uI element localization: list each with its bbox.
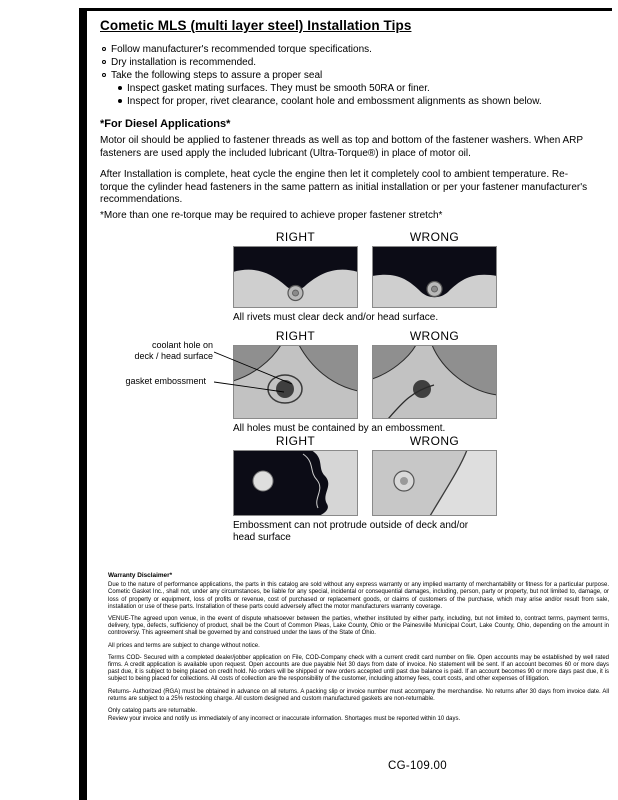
fig2-wrong-diagram: [372, 345, 497, 419]
fig1-right-diagram: [233, 246, 358, 308]
tip-text: Inspect gasket mating surfaces. They must be smooth 50RA or finer.: [127, 83, 430, 94]
gasket-embossment-callout: gasket embossment: [125, 376, 206, 386]
warranty-paragraph: VENUE-The agreed upon venue, in the event of dispute whatsoever between the parties, whether instituted by either party, including, but not limited to, contract terms, payment terms, delivery, type, defects, sufficiency of product, shall be the Court of Common Pleas, Lake County, Ohio or the Painesville Municipal Court, Lake County, Ohio, depending on the amount in controversy. This agreement shall be governed by and construed under the laws of the State of Ohio.: [108, 616, 609, 637]
tip-text: Follow manufacturer's recommended torque specifications.: [111, 44, 372, 55]
tip-text: Dry installation is recommended.: [111, 57, 257, 68]
figure-labels: [233, 434, 497, 448]
right-label: RIGHT: [275, 230, 316, 244]
right-label: RIGHT: [275, 434, 316, 448]
coolant-hole-callout: [118, 340, 213, 361]
warranty-paragraph: Returns- Authorized (RGA) must be obtained in advance on all returns. A packing slip or invoice number must accompany the merchandise. No returns after 30 days from invoice date. All returns are subject to a 25% restocking charge. All custom designed and custom manufactured gaskets are non-returnable.: [108, 688, 609, 702]
figure-embossment-protrusion: [233, 434, 497, 544]
figure-embossment-containment: [233, 329, 497, 434]
callout-text: coolant hole on: [151, 340, 213, 350]
warranty-paragraph: Review your invoice and notify us immediately of any incorrect or inaccurate information. Shortages must be reported within 10 days.: [108, 716, 461, 723]
list-item: [118, 82, 602, 95]
filled-bullet-icon: [118, 86, 122, 90]
installation-tips-list: [102, 43, 602, 108]
wrong-label: WRONG: [409, 230, 460, 244]
open-bullet-icon: [102, 47, 106, 51]
figure-labels: [233, 230, 497, 244]
retorque-note: *More than one re-torque may be required to achieve proper fastener stretch*: [100, 210, 443, 221]
list-item: [102, 56, 602, 69]
list-item: [118, 95, 602, 108]
page-border-left: [79, 8, 87, 800]
warranty-paragraph: Terms COD- Secured with a completed dealer/jobber application on File, COD-Company check with a current credit card number on file. Open accounts may be established by well rated firms. A credit application is available upon request. Open accounts are due payable Net 30 days from date of invoice. No statement will be sent. If an account becomes 60 or more days past due, it is subject to being placed on credit hold. No orders will be shipped or new orders accepted until past due balance is paid. If an account becomes 90 or more days past due, it is subject to being placed for collections. All costs of collection are the responsibility of the customer, including attorney fees, court costs, and other expenses of litigation.: [108, 654, 609, 683]
warranty-paragraph: Due to the nature of performance applications, the parts in this catalog are sold without any express warranty or any implied warranty of merchantability or fitness for a particular purpose. Cometic Gasket Inc., shall not, under any circumstances, be liable for any special, incidental or consequential damages, including, person, party or property, but not limited to, damage, or loss of property or equipment, loss of profits or revenue, cost of purchased or replacement goods, or claims of customers of the purchase, which may arise and/or result from sale, installation or use of these parts. Installation of these parts could adversely affect the motor manufacturers warranty coverage.: [108, 582, 609, 610]
wrong-label: WRONG: [409, 329, 460, 343]
fig3-right-diagram: [233, 450, 358, 516]
figure-caption: Embossment can not protrude outside of deck and/or head surface: [233, 520, 469, 543]
page-border-top: [79, 8, 612, 11]
filled-bullet-icon: [118, 99, 122, 103]
diesel-paragraph-2: After Installation is complete, heat cycle the engine then let it completely cool to ambient temperature. Re-torque the cylinder head fasteners in the same pattern as initial installation or per your fastener manufacturer's recommendations.: [100, 169, 588, 205]
right-label: RIGHT: [275, 329, 316, 343]
list-item: [102, 43, 602, 56]
diesel-applications-heading: *For Diesel Applications*: [100, 118, 231, 130]
tip-text: Take the following steps to assure a proper seal: [111, 70, 323, 81]
page-title: Cometic MLS (multi layer steel) Installation Tips: [100, 18, 412, 33]
warranty-paragraph: Only catalog parts are returnable.: [108, 708, 198, 715]
figure-labels: [233, 329, 497, 343]
figure-caption: All rivets must clear deck and/or head surface.: [233, 312, 439, 323]
fig2-right-diagram: [233, 345, 358, 419]
list-item: [102, 69, 602, 82]
figure-rivet-clearance: [233, 230, 497, 323]
fig3-wrong-diagram: [372, 450, 497, 516]
fig1-wrong-diagram: [372, 246, 497, 308]
open-bullet-icon: [102, 60, 106, 64]
open-bullet-icon: [102, 73, 106, 77]
callout-text: deck / head surface: [134, 350, 213, 361]
warranty-paragraph: All prices and terms are subject to change without notice.: [108, 642, 260, 649]
figure-caption: All holes must be contained by an embossment.: [233, 423, 446, 434]
wrong-label: WRONG: [409, 434, 460, 448]
tip-text: Inspect for proper, rivet clearance, coolant hole and embossment alignments as shown below.: [127, 96, 542, 107]
page-code: CG-109.00: [388, 760, 447, 772]
warranty-disclaimer: [108, 572, 609, 728]
diesel-paragraph-1: Motor oil should be applied to fastener threads as well as top and bottom of the fastener washers. When ARP fasteners are used apply the included lubricant (Ultra-Torque®) in place of motor oil.: [100, 135, 583, 159]
warranty-heading: Warranty Disclaimer*: [108, 572, 173, 579]
